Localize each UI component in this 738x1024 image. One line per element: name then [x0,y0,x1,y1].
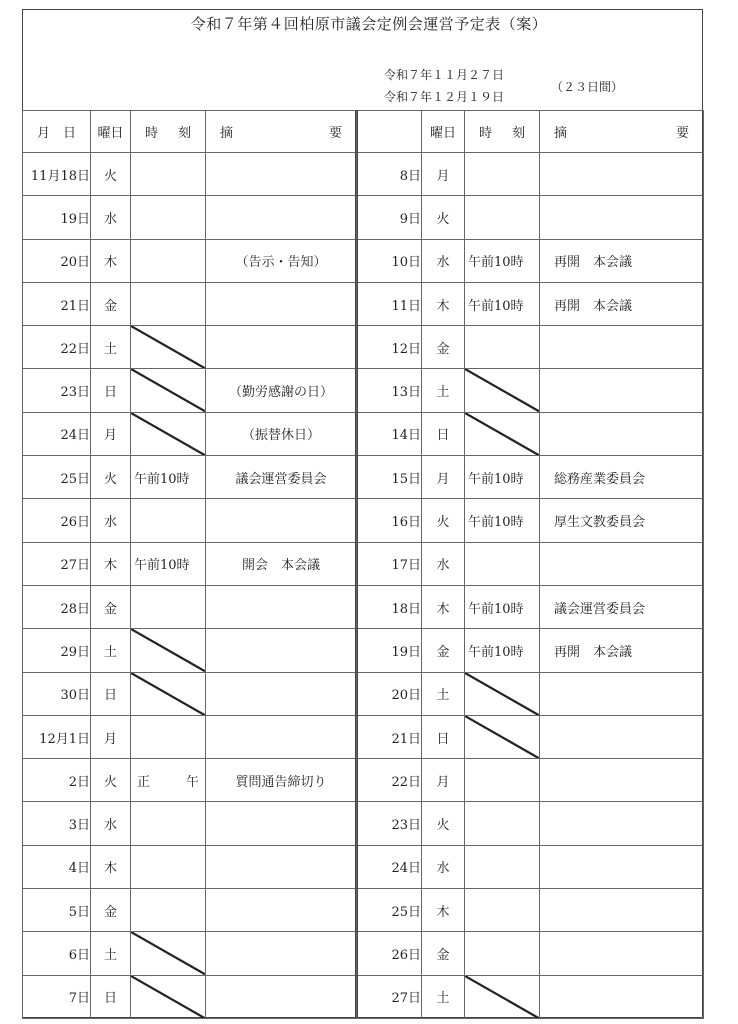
day-cell: 22日 [23,326,91,369]
table-row [358,456,704,499]
weekday-cell: 日 [91,975,131,1018]
day-cell: 9日 [358,196,422,239]
weekday-cell: 土 [422,672,465,715]
header-note: 摘 要 [206,111,357,153]
table-row [23,153,357,196]
weekday-cell: 土 [422,369,465,412]
header-month-day: 月 日 [23,111,91,153]
header-day-blank [358,111,422,153]
weekday-cell: 木 [422,585,465,628]
note-cell [206,629,357,672]
table-row [23,889,357,932]
header-time: 時 刻 [131,111,206,153]
day-cell: 23日 [23,369,91,412]
center-divider [355,110,358,1018]
time-cell [131,672,206,715]
note-cell [540,369,704,412]
time-text: 午前10時 [468,601,524,617]
day-cell: 20日 [23,239,91,282]
table-row [358,282,704,325]
table-row [358,542,704,585]
note-cell [540,889,704,932]
table-row [23,326,357,369]
note-cell [540,932,704,975]
table-row [23,499,357,542]
time-cell [465,629,540,672]
table-row [358,239,704,282]
time-cell [131,932,206,975]
holiday-slash-mark [131,326,205,368]
note-cell: （振替休日） [206,412,357,455]
table-row [358,975,704,1018]
day-cell: 28日 [23,585,91,628]
day-cell: 11月18日 [23,153,91,196]
note-cell [206,975,357,1018]
holiday-slash-mark [131,932,205,974]
table-row [23,629,357,672]
time-cell [131,715,206,758]
day-cell: 23日 [358,802,422,845]
note-cell: 総務産業委員会 [540,456,704,499]
weekday-cell: 木 [91,845,131,888]
table-row [23,412,357,455]
weekday-cell: 火 [422,802,465,845]
note-cell [206,932,357,975]
table-row [358,196,704,239]
note-cell [206,585,357,628]
day-cell: 17日 [358,542,422,585]
time-text: 午前10時 [468,255,524,271]
table-row [358,499,704,542]
holiday-slash-mark [465,976,539,1018]
note-cell [540,326,704,369]
time-cell [131,629,206,672]
table-row [23,542,357,585]
day-cell: 29日 [23,629,91,672]
time-text-part: 正 [137,774,151,790]
weekday-cell: 火 [422,499,465,542]
time-cell [465,672,540,715]
day-cell: 25日 [23,456,91,499]
note-cell [540,759,704,802]
note-cell [206,715,357,758]
table-row [358,153,704,196]
table-row [358,932,704,975]
time-cell [465,932,540,975]
day-cell: 20日 [358,672,422,715]
weekday-cell: 月 [422,759,465,802]
day-cell: 2日 [23,759,91,802]
day-cell: 25日 [358,889,422,932]
day-cell: 15日 [358,456,422,499]
weekday-cell: 月 [91,412,131,455]
time-text: 午前10時 [134,558,190,574]
day-cell: 7日 [23,975,91,1018]
weekday-cell: 金 [91,282,131,325]
header-dow: 曜日 [422,111,465,153]
note-cell [540,672,704,715]
table-row [358,369,704,412]
time-cell [465,585,540,628]
table-row [358,715,704,758]
table-row [23,196,357,239]
day-cell: 6日 [23,932,91,975]
day-cell: 5日 [23,889,91,932]
weekday-cell: 木 [422,282,465,325]
time-text: 午前10時 [468,298,524,314]
time-text: 午前10時 [134,471,190,487]
day-cell: 19日 [23,196,91,239]
note-cell [206,196,357,239]
table-row [358,629,704,672]
day-cell: 11日 [358,282,422,325]
time-cell [131,585,206,628]
holiday-slash-mark [131,976,205,1018]
note-cell: 開会 本会議 [206,542,357,585]
weekday-cell: 月 [91,715,131,758]
day-cell: 12月1日 [23,715,91,758]
weekday-cell: 月 [422,153,465,196]
weekday-cell: 金 [91,889,131,932]
holiday-slash-mark [465,716,539,758]
table-header-row [358,111,704,153]
note-cell: 再開 本会議 [540,239,704,282]
time-cell [465,196,540,239]
weekday-cell: 日 [91,672,131,715]
weekday-cell: 木 [91,542,131,585]
day-cell: 18日 [358,585,422,628]
weekday-cell: 木 [422,889,465,932]
weekday-cell: 金 [422,932,465,975]
weekday-cell: 火 [91,456,131,499]
note-cell: （告示・告知） [206,239,357,282]
header-time: 時 刻 [465,111,540,153]
header-dow: 曜日 [91,111,131,153]
day-cell: 24日 [23,412,91,455]
weekday-cell: 木 [91,239,131,282]
note-cell [206,282,357,325]
time-cell [465,845,540,888]
weekday-cell: 金 [422,326,465,369]
time-cell [465,499,540,542]
table-row [23,715,357,758]
day-cell: 13日 [358,369,422,412]
day-cell: 14日 [358,412,422,455]
holiday-slash-mark [131,629,205,671]
note-cell [206,845,357,888]
day-cell: 10日 [358,239,422,282]
note-cell [206,802,357,845]
note-cell [206,672,357,715]
weekday-cell: 土 [91,932,131,975]
table-row [23,975,357,1018]
note-cell [540,802,704,845]
time-cell [465,715,540,758]
table-row [23,585,357,628]
day-cell: 27日 [358,975,422,1018]
time-cell [131,196,206,239]
weekday-cell: 水 [91,802,131,845]
day-cell: 21日 [23,282,91,325]
day-cell: 16日 [358,499,422,542]
table-row [23,282,357,325]
time-cell [131,845,206,888]
note-cell [540,412,704,455]
time-cell [465,282,540,325]
table-row [358,845,704,888]
period-start: 令和７年１１月２７日 [384,68,505,82]
day-cell: 19日 [358,629,422,672]
holiday-slash-mark [465,413,539,455]
document-title: 令和７年第４回柏原市議会定例会運営予定表（案） [190,15,548,33]
time-cell [465,889,540,932]
table-header-row [23,111,357,153]
day-cell: 8日 [358,153,422,196]
day-cell: 24日 [358,845,422,888]
schedule-table-left [22,110,357,1019]
table-row [358,672,704,715]
weekday-cell: 火 [91,153,131,196]
time-text: 午前10時 [468,515,524,531]
time-text [131,771,199,790]
time-cell [465,759,540,802]
table-row [358,326,704,369]
time-cell [131,456,206,499]
time-cell [131,153,206,196]
time-cell [131,326,206,369]
weekday-cell: 水 [91,499,131,542]
day-cell: 3日 [23,802,91,845]
time-cell [131,889,206,932]
table-row [23,802,357,845]
weekday-cell: 火 [91,759,131,802]
header-note: 摘 要 [540,111,704,153]
holiday-slash-mark [131,673,205,715]
day-cell: 30日 [23,672,91,715]
note-cell [206,153,357,196]
day-cell: 26日 [23,499,91,542]
table-row [23,672,357,715]
time-cell [131,975,206,1018]
time-cell [131,802,206,845]
time-text: 午前10時 [468,471,524,487]
note-cell [540,542,704,585]
note-cell: 再開 本会議 [540,282,704,325]
table-row [23,456,357,499]
holiday-slash-mark [131,413,205,455]
table-row [23,759,357,802]
time-cell [465,326,540,369]
weekday-cell: 水 [422,845,465,888]
time-text-part: 午 [185,774,199,790]
time-cell [131,369,206,412]
time-cell [131,499,206,542]
time-cell [465,802,540,845]
table-row [358,412,704,455]
time-cell [465,153,540,196]
time-cell [465,975,540,1018]
weekday-cell: 水 [91,196,131,239]
time-cell [131,282,206,325]
time-text: 午前10時 [468,644,524,660]
period-end: 令和７年１２月１９日 [384,90,505,104]
time-cell [131,412,206,455]
holiday-slash-mark [131,369,205,411]
note-cell: 議会運営委員会 [206,456,357,499]
day-cell: 22日 [358,759,422,802]
weekday-cell: 月 [422,456,465,499]
time-cell [465,456,540,499]
period-days: （２３日間） [551,80,624,94]
weekday-cell: 日 [91,369,131,412]
note-cell [540,196,704,239]
note-cell: 質問通告締切り [206,759,357,802]
time-cell [131,239,206,282]
weekday-cell: 土 [91,629,131,672]
day-cell: 27日 [23,542,91,585]
weekday-cell: 水 [422,239,465,282]
table-row [358,889,704,932]
time-cell [131,759,206,802]
weekday-cell: 金 [422,629,465,672]
note-cell [206,326,357,369]
day-cell: 21日 [358,715,422,758]
weekday-cell: 金 [91,585,131,628]
table-row [23,932,357,975]
note-cell [206,499,357,542]
table-row [358,585,704,628]
time-cell [465,412,540,455]
weekday-cell: 火 [422,196,465,239]
note-cell: 議会運営委員会 [540,585,704,628]
time-cell [465,239,540,282]
note-cell [540,975,704,1018]
table-row [23,845,357,888]
table-row [23,369,357,412]
table-row [358,759,704,802]
weekday-cell: 土 [422,975,465,1018]
weekday-cell: 日 [422,412,465,455]
day-cell: 12日 [358,326,422,369]
day-cell: 26日 [358,932,422,975]
schedule-table-right [357,110,704,1019]
note-cell [206,889,357,932]
note-cell: 再開 本会議 [540,629,704,672]
time-cell [465,542,540,585]
note-cell [540,715,704,758]
weekday-cell: 日 [422,715,465,758]
note-cell [540,153,704,196]
holiday-slash-mark [465,673,539,715]
time-cell [131,542,206,585]
time-cell [465,369,540,412]
table-row [23,239,357,282]
note-cell [540,845,704,888]
table-row [358,802,704,845]
day-cell: 4日 [23,845,91,888]
weekday-cell: 水 [422,542,465,585]
note-cell: （勤労感謝の日） [206,369,357,412]
weekday-cell: 土 [91,326,131,369]
note-cell: 厚生文教委員会 [540,499,704,542]
holiday-slash-mark [465,369,539,411]
